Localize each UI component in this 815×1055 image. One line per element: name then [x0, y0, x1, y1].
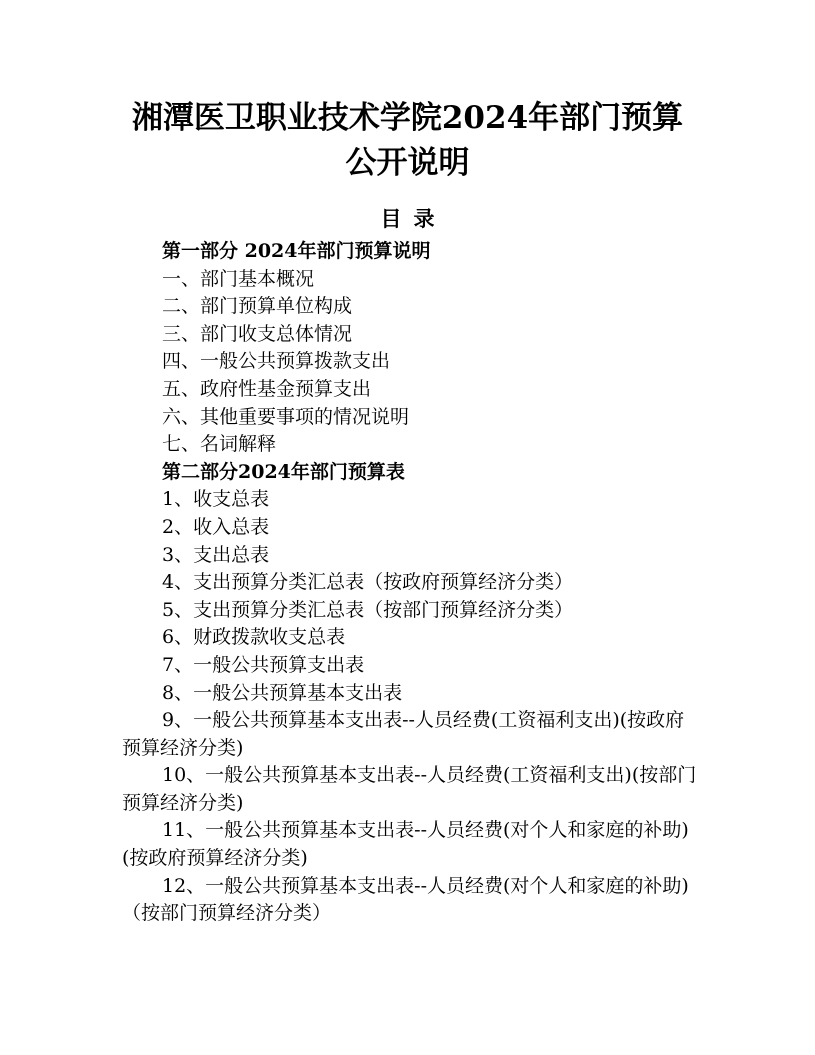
toc-part2-item[interactable]: 8、一般公共预算基本支出表 [162, 681, 403, 704]
toc-part1-item[interactable]: 三、部门收支总体情况 [162, 322, 353, 345]
toc-part2-item[interactable]: 7、一般公共预算支出表 [162, 653, 365, 676]
toc-part1-item[interactable]: 七、名词解释 [162, 433, 277, 456]
toc-part1-item[interactable]: 二、部门预算单位构成 [162, 295, 353, 318]
toc-part2-item[interactable]: 1、收支总表 [162, 488, 270, 511]
toc-part2-item[interactable]: 10、一般公共预算基本支出表--人员经费(工资福利支出)(按部门预算经济分类) [122, 764, 697, 814]
toc-part1-item[interactable]: 五、政府性基金预算支出 [162, 377, 372, 400]
toc-part2-item[interactable]: 11、一般公共预算基本支出表--人员经费(对个人和家庭的补助)(按政府预算经济分类) [122, 819, 689, 870]
toc-part2-item[interactable]: 4、支出预算分类汇总表（按政府预算经济分类） [162, 571, 574, 594]
toc-part2-item[interactable]: 3、支出总表 [162, 543, 270, 566]
toc-part1-item[interactable]: 六、其他重要事项的情况说明 [162, 405, 410, 428]
document-title-line-1: 湘潭医卫职业技术学院2024年部门预算 [131, 100, 684, 136]
toc-part2-heading[interactable]: 第二部分2024年部门预算表 [162, 460, 405, 483]
toc-part2-item[interactable]: 12、一般公共预算基本支出表--人员经费(对个人和家庭的补助)（按部门预算经济分类） [122, 874, 689, 925]
toc-part2-item[interactable]: 2、收入总表 [162, 515, 270, 538]
toc-part1-item[interactable]: 四、一般公共预算拨款支出 [162, 350, 391, 373]
toc-part1-heading[interactable]: 第一部分 2024年部门预算说明 [162, 240, 431, 262]
toc-part2-item[interactable]: 6、财政拨款收支总表 [162, 626, 346, 649]
toc-part2-item[interactable]: 5、支出预算分类汇总表（按部门预算经济分类） [162, 598, 574, 621]
table-of-contents [122, 238, 697, 928]
toc-heading: 目录 [380, 206, 447, 231]
document-title-line-2: 公开说明 [345, 145, 470, 181]
toc-part1-item[interactable]: 一、部门基本概况 [162, 267, 315, 290]
toc-part2-item[interactable]: 9、一般公共预算基本支出表--人员经费(工资福利支出)(按政府预算经济分类) [122, 709, 685, 759]
